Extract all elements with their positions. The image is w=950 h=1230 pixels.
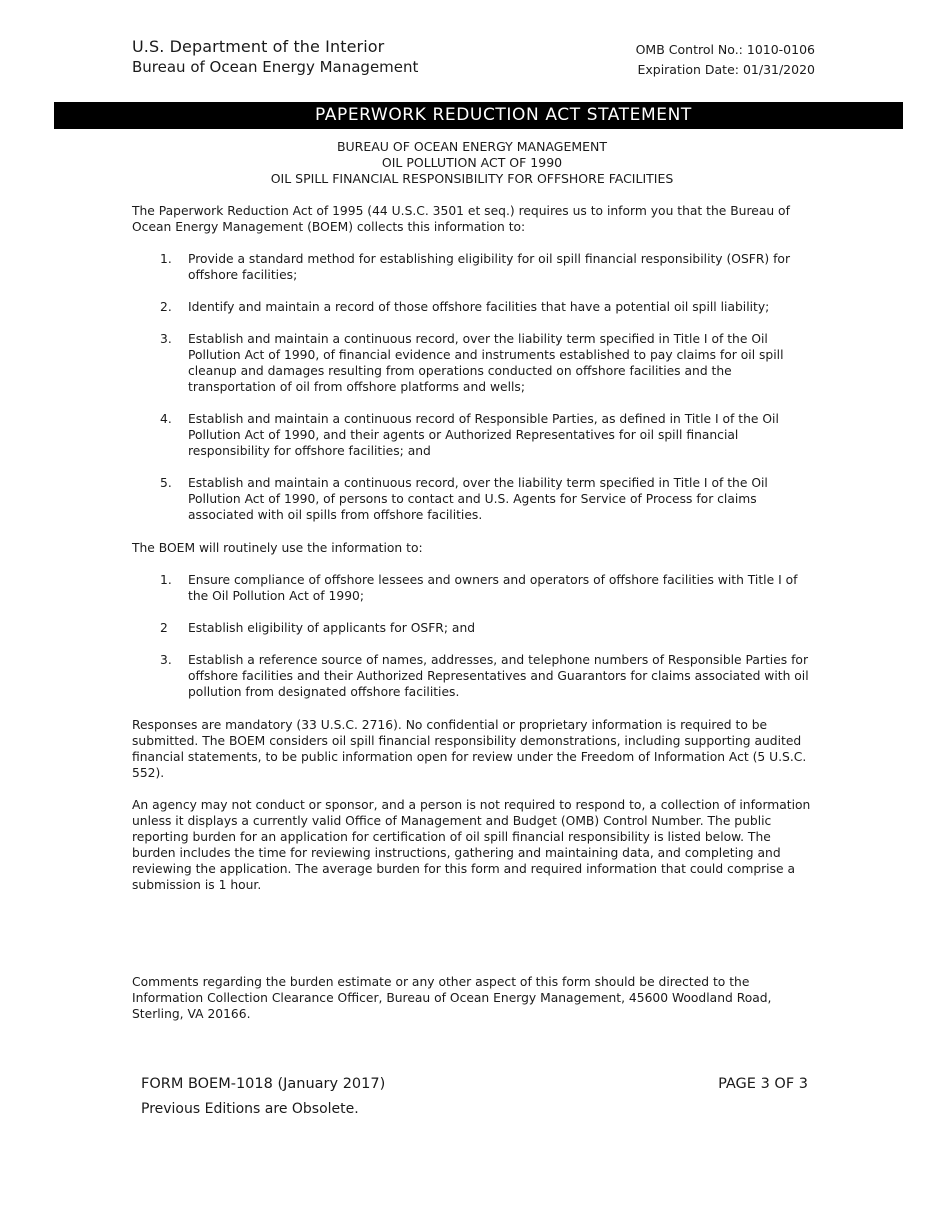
list-item (132, 331, 812, 395)
page-title: PAPERWORK REDUCTION ACT STATEMENT (315, 105, 692, 125)
form-number: FORM BOEM-1018 (January 2017) (141, 1076, 386, 1092)
list-item (132, 299, 812, 315)
list-number: 5. (160, 476, 172, 490)
uses-list (132, 572, 812, 700)
list-number: 3. (160, 653, 172, 667)
subtitle-act: OIL POLLUTION ACT OF 1990 (381, 155, 563, 170)
list-number: 4. (160, 412, 172, 426)
list-item (132, 572, 812, 604)
responses-paragraph: Responses are mandatory (33 U.S.C. 2716). No confidential or proprietary information is required to be submitted. The BOEM considers oil spill financial responsibility demonstrations, including supporting audited financial statements, to be public information open for review under the Freedom of Information Act (5 U.S.C. 552). (132, 718, 807, 780)
list-text: Establish and maintain a continuous record of Responsible Parties, as defined in Title I of the Oil Pollution Act of 1990, and their agents or Authorized Representatives for oil spill financial responsibility for offshore facilities; and (188, 412, 779, 458)
bureau-name: Bureau of Ocean Energy Management (132, 58, 419, 76)
uses-intro: The BOEM will routinely use the information to: (132, 541, 423, 555)
list-item (132, 620, 812, 636)
list-item (132, 475, 812, 523)
page-number: PAGE 3 OF 3 (718, 1076, 808, 1092)
expiration-date: Expiration Date: 01/31/2020 (637, 62, 815, 77)
list-number: 2. (160, 300, 172, 314)
subtitle-block (132, 139, 812, 187)
subtitle-topic: OIL SPILL FINANCIAL RESPONSIBILITY FOR OFFSHORE FACILITIES (270, 171, 674, 186)
purpose-list (132, 251, 812, 523)
previous-editions-note: Previous Editions are Obsolete. (141, 1101, 359, 1117)
comments-paragraph: Comments regarding the burden estimate or any other aspect of this form should be directed to the Information Collection Clearance Officer, Bureau of Ocean Energy Management, 45600 Woodland Road, Sterling, VA 20166. (132, 975, 772, 1021)
list-text: Establish a reference source of names, addresses, and telephone numbers of Responsible Parties for offshore facilities and their Authorized Representatives and Guarantors for claims associated with oil pollution from designated offshore facilities. (188, 653, 809, 699)
list-number: 3. (160, 332, 172, 346)
list-number: 1. (160, 573, 172, 587)
subtitle-agency: BUREAU OF OCEAN ENERGY MANAGEMENT (336, 139, 608, 154)
list-text: Establish and maintain a continuous record, over the liability term specified in Title I of the Oil Pollution Act of 1990, of persons to contact and U.S. Agents for Service of Process for claims associated with oil spills from offshore facilities. (188, 476, 768, 522)
agency-header (132, 37, 418, 77)
intro-paragraph: The Paperwork Reduction Act of 1995 (44 U.S.C. 3501 et seq.) requires us to inform you that the Bureau of Ocean Energy Management (BOEM) collects this information to: (132, 204, 790, 234)
title-banner (54, 102, 903, 129)
list-number: 2 (160, 621, 168, 635)
list-number: 1. (160, 252, 172, 266)
list-text: Identify and maintain a record of those offshore facilities that have a potential oil spill liability; (188, 300, 770, 314)
list-text: Ensure compliance of offshore lessees and owners and operators of offshore facilities with Title I of the Oil Pollution Act of 1990; (188, 573, 798, 603)
list-item (132, 411, 812, 459)
list-item (132, 251, 812, 283)
burden-paragraph: An agency may not conduct or sponsor, and a person is not required to respond to, a collection of information unless it displays a currently valid Office of Management and Budget (OMB) Control Number. The public reporting burden for an application for certification of oil spill financial responsibility is listed below. The burden includes the time for reviewing instructions, gathering and maintaining data, and completing and reviewing the application. The average burden for this form and required information that could comprise a submission is 1 hour. (132, 798, 811, 892)
list-text: Establish and maintain a continuous record, over the liability term specified in Title I of the Oil Pollution Act of 1990, of financial evidence and instruments established to pay claims for oil spill cleanup and damages resulting from operations conducted on offshore facilities and the transportation of oil from offshore platforms and wells; (188, 332, 784, 394)
omb-info (600, 40, 815, 80)
list-text: Establish eligibility of applicants for OSFR; and (188, 621, 476, 635)
omb-control-number: OMB Control No.: 1010-0106 (635, 42, 815, 57)
list-text: Provide a standard method for establishing eligibility for oil spill financial responsibility (OSFR) for offshore facilities; (188, 252, 791, 282)
list-item (132, 652, 812, 700)
department-name: U.S. Department of the Interior (132, 37, 385, 56)
